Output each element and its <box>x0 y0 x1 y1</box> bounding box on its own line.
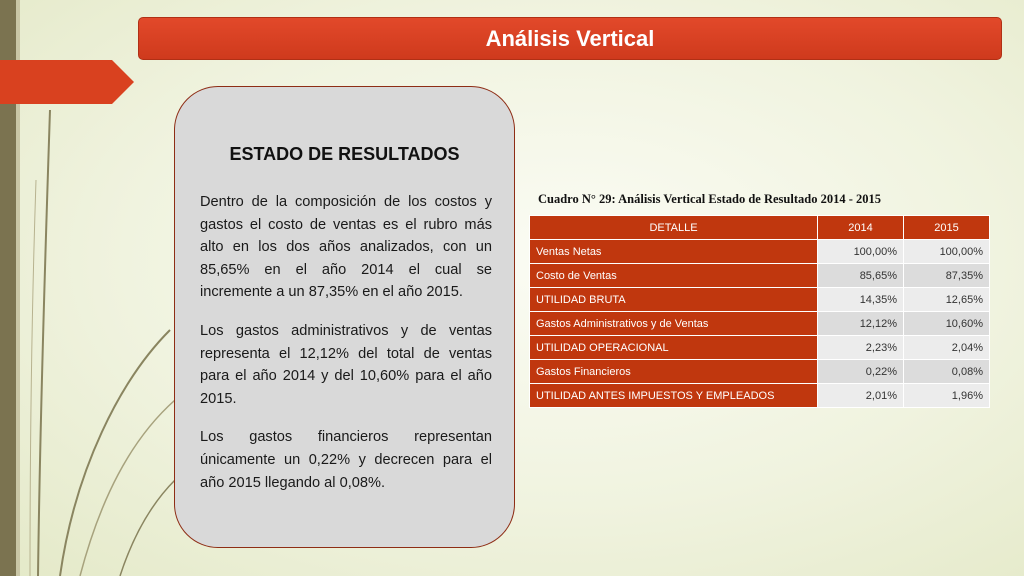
vertical-analysis-table <box>529 215 990 408</box>
row-value-2014: 2,01% <box>818 384 904 408</box>
table-row <box>530 360 990 384</box>
row-value-2015: 12,65% <box>904 288 990 312</box>
header-detalle: DETALLE <box>530 216 818 240</box>
row-value-2015: 2,04% <box>904 336 990 360</box>
row-value-2015: 100,00% <box>904 240 990 264</box>
row-value-2015: 87,35% <box>904 264 990 288</box>
row-label: Gastos Administrativos y de Ventas <box>530 312 818 336</box>
description-card <box>174 86 515 548</box>
card-paragraph: Los gastos administrativos y de ventas representa el 12,12% del total de ventas para el año 2014 y del 10,60% para el año 2015. <box>200 322 492 407</box>
row-label: Costo de Ventas <box>530 264 818 288</box>
row-label: Gastos Financieros <box>530 360 818 384</box>
table-row <box>530 312 990 336</box>
slide-title: Análisis Vertical <box>138 17 1002 60</box>
row-value-2015: 0,08% <box>904 360 990 384</box>
table-row <box>530 384 990 408</box>
row-label: UTILIDAD BRUTA <box>530 288 818 312</box>
row-value-2014: 14,35% <box>818 288 904 312</box>
table-row <box>530 264 990 288</box>
card-heading: ESTADO DE RESULTADOS <box>229 144 460 164</box>
card-paragraph: Los gastos financieros representan únicamente un 0,22% y decrecen para el año 2015 llegando al 0,08%. <box>200 429 492 491</box>
row-value-2014: 12,12% <box>818 312 904 336</box>
row-value-2015: 10,60% <box>904 312 990 336</box>
table-header-row <box>530 216 990 240</box>
table-caption: Cuadro N° 29: Análisis Vertical Estado de Resultado 2014 - 2015 <box>538 192 881 206</box>
card-paragraph: Dentro de la composición de los costos y gastos el costo de ventas es el rubro más alto en los dos años analizados, con un 85,65% en el año 2014 el cual se incremente a un 87,35% en el año 2015. <box>200 194 492 301</box>
arrow-shape <box>0 60 134 104</box>
row-value-2014: 100,00% <box>818 240 904 264</box>
table-row <box>530 240 990 264</box>
row-label: UTILIDAD ANTES IMPUESTOS Y EMPLEADOS <box>530 384 818 408</box>
row-value-2014: 85,65% <box>818 264 904 288</box>
row-label: Ventas Netas <box>530 240 818 264</box>
row-label: UTILIDAD OPERACIONAL <box>530 336 818 360</box>
card-body <box>200 191 492 510</box>
row-value-2014: 2,23% <box>818 336 904 360</box>
header-2014: 2014 <box>818 216 904 240</box>
table-row <box>530 336 990 360</box>
table-row <box>530 288 990 312</box>
row-value-2015: 1,96% <box>904 384 990 408</box>
header-2015: 2015 <box>904 216 990 240</box>
row-value-2014: 0,22% <box>818 360 904 384</box>
